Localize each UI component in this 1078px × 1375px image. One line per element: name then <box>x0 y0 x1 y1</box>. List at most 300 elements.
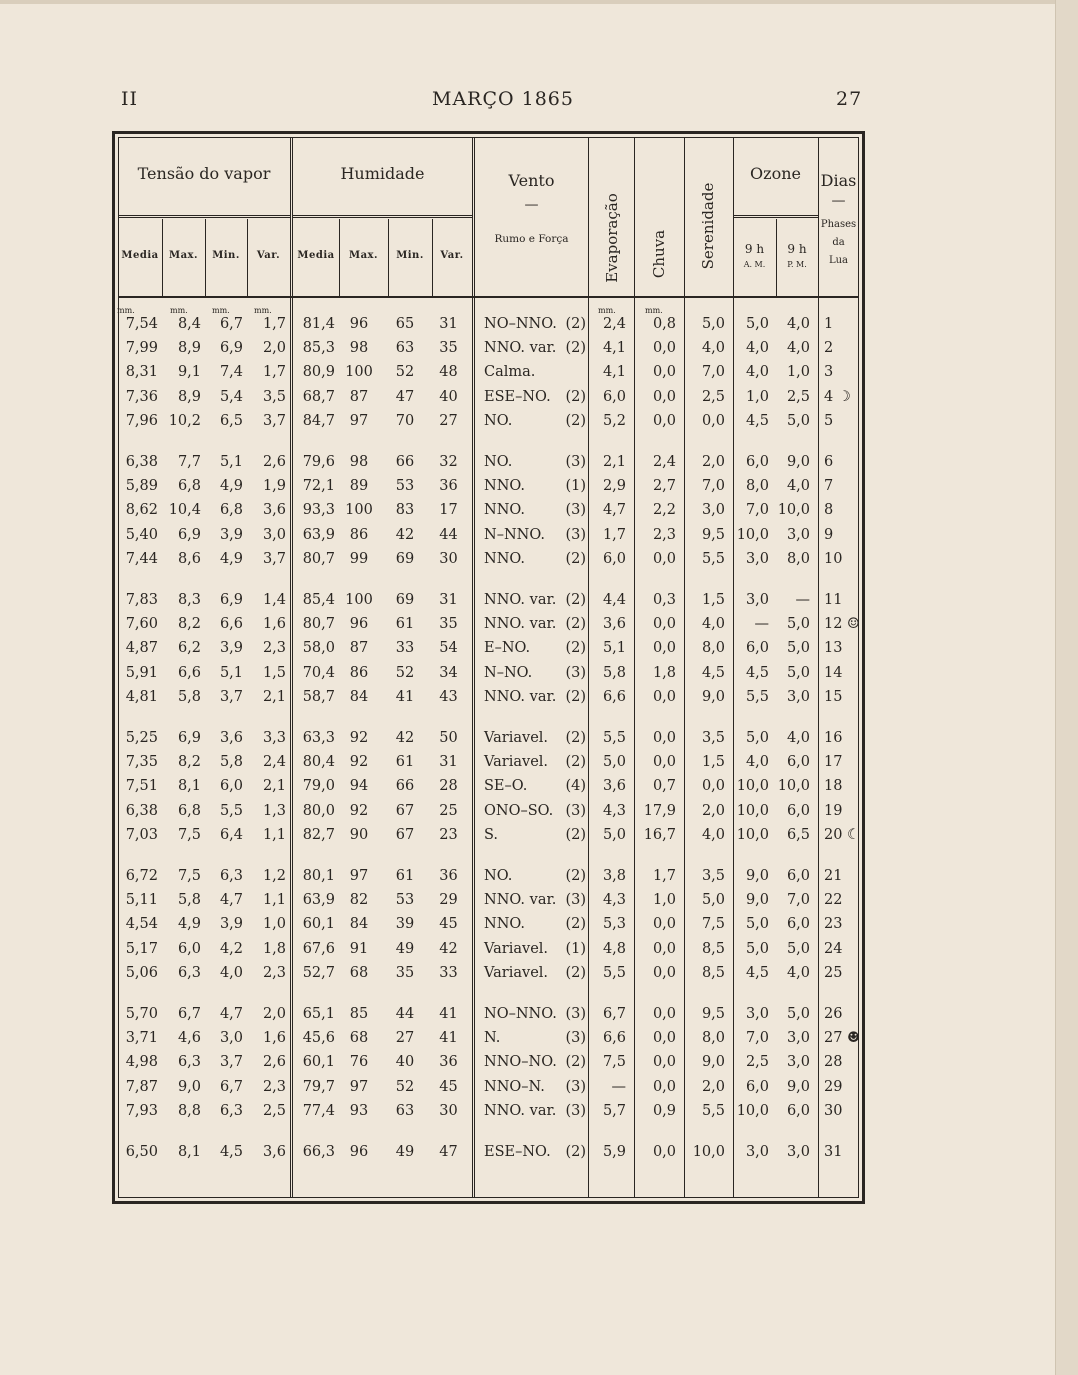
cell-dia: 6 <box>824 454 834 470</box>
cell-h-media: 80,4 <box>302 754 335 771</box>
cell-evaporacao: 6,0 <box>602 388 626 405</box>
cell-h-max: 86 <box>349 664 369 681</box>
cell-t-var: 2,3 <box>262 964 286 981</box>
cell-h-media: 85,3 <box>302 340 335 357</box>
rule-tensao <box>118 215 290 218</box>
cell-ozone-pm: 8,0 <box>786 550 810 567</box>
cell-serenidade: 8,0 <box>701 1030 725 1047</box>
cell-vento-rumo: NO. <box>484 412 513 429</box>
cell-dia: 26 <box>824 1006 843 1022</box>
cell-ozone-pm: 5,0 <box>786 640 810 657</box>
cell-h-var: 30 <box>439 1102 458 1119</box>
cell-vento-rumo: NO. <box>484 868 513 884</box>
cell-h-max: 76 <box>349 1054 369 1071</box>
rule-header-bottom <box>118 296 859 298</box>
cell-evaporacao: 6,6 <box>602 688 626 705</box>
cell-t-media: 8,62 <box>125 502 158 519</box>
cell-h-min: 42 <box>395 730 415 746</box>
cell-t-max: 6,8 <box>177 478 201 495</box>
cell-t-max: 5,8 <box>177 892 201 909</box>
cell-h-media: 80,0 <box>302 802 335 819</box>
cell-chuva: 0,0 <box>652 964 676 981</box>
cell-t-var: 3,6 <box>262 502 286 519</box>
cell-h-var: 23 <box>439 826 458 843</box>
cell-t-media: 7,60 <box>125 616 158 633</box>
cell-dia: 20 ☾ <box>824 826 861 843</box>
cell-vento-forca: (2) <box>565 640 586 657</box>
cell-vento-forca: (2) <box>565 316 586 332</box>
cell-t-var: 1,3 <box>262 802 286 819</box>
sub-oz-pm-hour: 9 h <box>787 242 807 256</box>
cell-vento-rumo: N–NNO. <box>484 526 545 543</box>
cell-serenidade: 3,5 <box>701 730 725 746</box>
sub-h-media: Media <box>297 250 335 261</box>
cell-t-var: 3,6 <box>262 1144 286 1160</box>
cell-vento-forca: (3) <box>565 1006 586 1022</box>
cell-t-min: 6,8 <box>219 502 243 519</box>
cell-h-min: 66 <box>395 454 415 470</box>
cell-chuva: 2,4 <box>652 454 676 470</box>
cell-h-media: 79,6 <box>302 454 335 470</box>
cell-t-min: 6,4 <box>219 826 243 843</box>
cell-vento-rumo: NO–NNO. <box>484 316 557 332</box>
cell-chuva: 2,2 <box>652 502 676 519</box>
cell-ozone-am: 6,0 <box>745 640 769 657</box>
sub-h-min: Min. <box>396 250 424 261</box>
cell-t-min: 3,9 <box>219 526 243 543</box>
cell-t-min: 4,2 <box>219 940 243 957</box>
section-number: II <box>121 88 139 110</box>
cell-t-min: 6,7 <box>219 316 243 332</box>
cell-vento-forca: (2) <box>565 388 586 405</box>
cell-t-min: 5,8 <box>219 754 243 771</box>
cell-h-media: 80,7 <box>302 616 335 633</box>
dias-sub-lua: Lua <box>828 255 849 266</box>
cell-chuva: 0,0 <box>652 688 676 705</box>
dias-dash: — <box>831 193 846 209</box>
cell-h-min: 61 <box>395 616 415 633</box>
cell-h-media: 60,1 <box>302 1054 335 1071</box>
sub-h-var: Var. <box>440 250 464 261</box>
cell-ozone-pm: 5,0 <box>786 1006 810 1022</box>
vento-dash: — <box>524 197 539 213</box>
cell-ozone-pm: 9,0 <box>786 454 810 470</box>
cell-t-media: 5,25 <box>125 730 158 746</box>
group-dias: Dias <box>820 171 857 190</box>
cell-vento-rumo: NO. <box>484 454 513 470</box>
cell-chuva: 0,0 <box>652 340 676 357</box>
cell-serenidade: 0,0 <box>701 412 725 429</box>
cell-t-var: 1,7 <box>262 364 286 381</box>
cell-h-max: 98 <box>349 340 369 357</box>
cell-t-min: 5,1 <box>219 454 243 470</box>
cell-t-var: 2,6 <box>262 454 286 470</box>
cell-h-min: 69 <box>395 592 415 608</box>
cell-t-min: 3,7 <box>219 688 243 705</box>
cell-dia: 18 <box>824 778 843 795</box>
cell-evaporacao: 4,8 <box>602 940 626 957</box>
cell-evaporacao: 2,9 <box>602 478 626 495</box>
cell-serenidade: 4,0 <box>701 616 725 633</box>
cell-t-min: 6,6 <box>219 616 243 633</box>
cell-h-var: 17 <box>439 502 458 519</box>
cell-t-media: 5,40 <box>125 526 158 543</box>
cell-h-max: 87 <box>349 388 369 405</box>
cell-h-min: 83 <box>395 502 415 519</box>
cell-dia: 19 <box>824 802 843 819</box>
cell-t-max: 6,6 <box>177 664 201 681</box>
cell-ozone-am: 10,0 <box>736 1102 769 1119</box>
cell-t-media: 7,44 <box>125 550 158 567</box>
cell-h-max: 97 <box>349 868 369 884</box>
cell-serenidade: 0,0 <box>701 778 725 795</box>
cell-h-max: 96 <box>349 1144 369 1160</box>
cell-h-min: 47 <box>395 388 415 405</box>
unit-mm: mm. <box>212 306 230 315</box>
cell-evaporacao: 5,2 <box>602 412 626 429</box>
cell-h-media: 82,7 <box>302 826 335 843</box>
cell-chuva: 0,9 <box>652 1102 676 1119</box>
cell-h-media: 80,7 <box>302 550 335 567</box>
cell-dia: 30 <box>824 1102 843 1119</box>
cell-h-min: 42 <box>395 526 415 543</box>
cell-chuva: 0,0 <box>652 940 676 957</box>
cell-t-max: 6,3 <box>177 964 201 981</box>
cell-h-media: 79,0 <box>302 778 335 795</box>
cell-ozone-pm: 1,0 <box>786 364 810 381</box>
cell-t-min: 5,5 <box>219 802 243 819</box>
cell-ozone-am: 5,0 <box>745 730 769 746</box>
cell-serenidade: 8,0 <box>701 640 725 657</box>
cell-vento-rumo: NNO. var. <box>484 688 557 705</box>
cell-t-max: 8,4 <box>177 316 201 332</box>
cell-chuva: 0,7 <box>652 778 676 795</box>
cell-vento-forca: (2) <box>565 412 586 429</box>
cell-ozone-am: 10,0 <box>736 526 769 543</box>
cell-chuva: 0,0 <box>652 1006 676 1022</box>
cell-evaporacao: 2,4 <box>602 316 626 332</box>
cell-ozone-pm: 6,0 <box>786 754 810 771</box>
page-top-edge <box>0 0 1078 4</box>
group-tensao: Tensão do vapor <box>137 164 271 183</box>
cell-dia: 29 <box>824 1078 843 1095</box>
cell-h-min: 63 <box>395 1102 415 1119</box>
cell-serenidade: 3,5 <box>701 868 725 884</box>
cell-ozone-am: 9,0 <box>745 892 769 909</box>
cell-h-max: 94 <box>349 778 369 795</box>
sub-t-max: Max. <box>169 250 198 261</box>
cell-evaporacao: 4,3 <box>602 892 626 909</box>
cell-ozone-pm: 5,0 <box>786 664 810 681</box>
cell-evaporacao: 5,0 <box>602 754 626 771</box>
vento-sub: Rumo e Força <box>494 233 569 245</box>
cell-evaporacao: 3,6 <box>602 778 626 795</box>
cell-t-max: 6,2 <box>177 640 201 657</box>
cell-chuva: 1,7 <box>652 868 676 884</box>
unit-mm: mm. <box>254 306 272 315</box>
cell-chuva: 0,0 <box>652 616 676 633</box>
cell-t-var: 2,3 <box>262 1078 286 1095</box>
cell-h-media: 80,9 <box>302 364 335 381</box>
cell-t-media: 7,99 <box>125 340 158 357</box>
cell-h-min: 33 <box>395 640 415 657</box>
cell-serenidade: 3,0 <box>701 502 725 519</box>
cell-h-var: 48 <box>439 364 458 381</box>
cell-t-media: 7,36 <box>125 388 158 405</box>
cell-t-var: 1,2 <box>262 868 286 884</box>
cell-vento-forca: (2) <box>565 550 586 567</box>
cell-evaporacao: 1,7 <box>602 526 626 543</box>
cell-h-var: 32 <box>439 454 458 470</box>
cell-h-max: 100 <box>345 502 373 519</box>
cell-vento-forca: (2) <box>565 964 586 981</box>
cell-dia: 31 <box>824 1144 843 1160</box>
cell-chuva: 0,0 <box>652 364 676 381</box>
cell-chuva: 17,9 <box>643 802 676 819</box>
cell-ozone-am: 7,0 <box>745 1030 769 1047</box>
cell-h-max: 68 <box>349 964 369 981</box>
cell-ozone-pm: 6,0 <box>786 802 810 819</box>
cell-h-min: 70 <box>395 412 415 429</box>
cell-chuva: 16,7 <box>643 826 676 843</box>
cell-h-min: 41 <box>395 688 415 705</box>
cell-vento-rumo: ONO–SO. <box>484 802 554 819</box>
cell-h-var: 35 <box>439 340 458 357</box>
cell-ozone-am: 4,5 <box>745 964 769 981</box>
cell-vento-rumo: NNO–N. <box>484 1078 545 1095</box>
cell-t-max: 4,6 <box>177 1030 201 1047</box>
group-serenidade: Serenidade <box>699 182 717 270</box>
cell-h-media: 79,7 <box>302 1078 335 1095</box>
cell-h-var: 34 <box>439 664 458 681</box>
cell-h-min: 65 <box>395 316 415 332</box>
cell-vento-rumo: Variavel. <box>484 730 549 746</box>
cell-h-max: 85 <box>349 1006 369 1022</box>
cell-chuva: 0,0 <box>652 550 676 567</box>
cell-serenidade: 2,0 <box>701 802 725 819</box>
cell-h-var: 45 <box>439 1078 458 1095</box>
cell-vento-rumo: Variavel. <box>484 754 549 771</box>
cell-dia: 4 ☽ <box>824 388 851 405</box>
cell-t-var: 2,3 <box>262 640 286 657</box>
cell-t-min: 4,9 <box>219 478 243 495</box>
cell-dia: 3 <box>824 364 834 381</box>
cell-dia: 11 <box>824 592 843 608</box>
cell-ozone-pm: 5,0 <box>786 412 810 429</box>
cell-serenidade: 9,5 <box>701 1006 725 1022</box>
cell-h-min: 53 <box>395 478 415 495</box>
cell-t-media: 7,03 <box>125 826 158 843</box>
cell-dia: 21 <box>824 868 843 884</box>
cell-t-max: 7,5 <box>177 826 201 843</box>
cell-t-max: 10,2 <box>168 412 201 429</box>
cell-h-var: 41 <box>439 1006 458 1022</box>
cell-t-var: 2,5 <box>262 1102 286 1119</box>
cell-serenidade: 9,0 <box>701 1054 725 1071</box>
cell-ozone-am: 3,0 <box>745 592 769 608</box>
cell-dia: 23 <box>824 916 843 933</box>
cell-t-media: 6,72 <box>125 868 158 884</box>
cell-h-media: 60,1 <box>302 916 335 933</box>
cell-dia: 16 <box>824 730 843 746</box>
cell-evaporacao: 4,4 <box>602 592 626 608</box>
cell-h-min: 52 <box>395 364 415 381</box>
cell-h-var: 35 <box>439 616 458 633</box>
cell-h-min: 49 <box>395 1144 415 1160</box>
meteorological-table <box>112 131 865 1204</box>
sub-t-var: Var. <box>256 250 281 261</box>
cell-t-media: 7,51 <box>125 778 158 795</box>
cell-dia: 9 <box>824 526 834 543</box>
cell-h-max: 87 <box>349 640 369 657</box>
group-chuva: Chuva <box>650 229 668 279</box>
cell-t-max: 9,1 <box>177 364 201 381</box>
cell-ozone-am: 7,0 <box>745 502 769 519</box>
cell-vento-forca: (2) <box>565 826 586 843</box>
cell-t-media: 5,06 <box>125 964 158 981</box>
cell-t-var: 1,9 <box>262 478 286 495</box>
cell-serenidade: 7,0 <box>701 478 725 495</box>
cell-t-max: 6,7 <box>177 1006 201 1022</box>
cell-vento-rumo: NNO. <box>484 502 526 519</box>
cell-h-max: 97 <box>349 412 369 429</box>
cell-h-min: 69 <box>395 550 415 567</box>
cell-ozone-pm: 6,0 <box>786 868 810 884</box>
cell-h-media: 63,9 <box>302 892 335 909</box>
group-humidade: Humidade <box>340 164 425 183</box>
cell-ozone-am: 8,0 <box>745 478 769 495</box>
cell-chuva: 0,0 <box>652 916 676 933</box>
cell-t-max: 6,8 <box>177 802 201 819</box>
unit-mm: mm. <box>645 306 663 315</box>
cell-t-var: 2,4 <box>262 754 286 771</box>
cell-vento-forca: (3) <box>565 1078 586 1095</box>
cell-t-var: 2,6 <box>262 1054 286 1071</box>
cell-h-max: 100 <box>345 364 373 381</box>
cell-vento-forca: (3) <box>565 1030 586 1047</box>
cell-t-max: 8,9 <box>177 388 201 405</box>
cell-h-min: 52 <box>395 664 415 681</box>
cell-evaporacao: 3,6 <box>602 616 626 633</box>
cell-t-media: 5,11 <box>125 892 158 909</box>
cell-evaporacao: 7,5 <box>602 1054 626 1071</box>
cell-h-max: 96 <box>349 616 369 633</box>
cell-h-min: 66 <box>395 778 415 795</box>
cell-chuva: 0,0 <box>652 730 676 746</box>
cell-t-min: 6,3 <box>219 868 243 884</box>
cell-h-media: 81,4 <box>302 316 335 332</box>
cell-dia: 14 <box>824 664 843 681</box>
cell-h-max: 96 <box>349 316 369 332</box>
page-right-edge <box>1055 0 1078 1375</box>
cell-ozone-pm: 2,5 <box>786 388 810 405</box>
cell-vento-forca: (3) <box>565 892 586 909</box>
cell-t-max: 7,7 <box>177 454 201 470</box>
cell-vento-forca: (4) <box>565 778 586 795</box>
cell-ozone-am: 4,5 <box>745 412 769 429</box>
cell-vento-rumo: Calma. <box>484 364 536 381</box>
cell-h-min: 39 <box>395 916 415 933</box>
cell-t-max: 8,3 <box>177 592 201 608</box>
cell-dia: 7 <box>824 478 834 495</box>
cell-h-max: 92 <box>349 802 369 819</box>
cell-t-var: 2,0 <box>262 340 286 357</box>
cell-h-var: 44 <box>439 526 458 543</box>
cell-ozone-am: 5,0 <box>745 316 769 332</box>
cell-t-min: 3,7 <box>219 1054 243 1071</box>
cell-vento-rumo: Variavel. <box>484 940 549 957</box>
cell-serenidade: 8,5 <box>701 940 725 957</box>
cell-h-var: 54 <box>439 640 458 657</box>
group-evaporacao: Evaporação <box>603 193 621 283</box>
group-vento: Vento <box>508 171 555 190</box>
cell-t-max: 8,1 <box>177 778 201 795</box>
cell-h-media: 80,1 <box>302 868 335 884</box>
cell-t-media: 7,87 <box>125 1078 158 1095</box>
cell-ozone-am: 2,5 <box>745 1054 769 1071</box>
cell-h-min: 49 <box>395 940 415 957</box>
cell-ozone-am: 1,0 <box>745 388 769 405</box>
cell-vento-forca: (3) <box>565 802 586 819</box>
cell-t-min: 4,7 <box>219 1006 243 1022</box>
cell-chuva: 0,0 <box>652 1054 676 1071</box>
cell-t-max: 7,5 <box>177 868 201 884</box>
cell-h-max: 97 <box>349 1078 369 1095</box>
cell-h-media: 72,1 <box>302 478 335 495</box>
cell-h-var: 41 <box>439 1030 458 1047</box>
cell-h-media: 77,4 <box>302 1102 335 1119</box>
cell-vento-forca: (3) <box>565 1102 586 1119</box>
cell-ozone-pm: 6,0 <box>786 1102 810 1119</box>
cell-ozone-pm: 3,0 <box>786 526 810 543</box>
cell-h-media: 84,7 <box>302 412 335 429</box>
cell-h-max: 86 <box>349 526 369 543</box>
cell-dia: 27 ☻ <box>824 1030 861 1047</box>
cell-h-media: 93,3 <box>302 502 335 519</box>
cell-evaporacao: 5,5 <box>602 730 626 746</box>
cell-h-media: 68,7 <box>302 388 335 405</box>
cell-vento-rumo: NNO. var. <box>484 616 557 633</box>
cell-t-media: 7,96 <box>125 412 158 429</box>
cell-ozone-am: 5,0 <box>745 916 769 933</box>
cell-ozone-pm: 5,0 <box>786 940 810 957</box>
cell-vento-forca: (2) <box>565 688 586 705</box>
cell-evaporacao: 5,7 <box>602 1102 626 1119</box>
cell-h-min: 44 <box>395 1006 415 1022</box>
cell-h-min: 67 <box>395 826 415 843</box>
cell-ozone-pm: — <box>795 592 810 608</box>
cell-evaporacao: 4,7 <box>602 502 626 519</box>
cell-ozone-pm: 4,0 <box>786 478 810 495</box>
cell-t-media: 7,83 <box>125 592 158 608</box>
sub-oz-am: A. M. <box>743 260 766 269</box>
cell-t-min: 6,7 <box>219 1078 243 1095</box>
sub-t-min: Min. <box>212 250 240 261</box>
cell-serenidade: 8,5 <box>701 964 725 981</box>
cell-h-var: 36 <box>439 868 458 884</box>
cell-t-max: 8,6 <box>177 550 201 567</box>
cell-vento-forca: (1) <box>565 940 586 957</box>
cell-dia: 22 <box>824 892 843 909</box>
cell-h-var: 50 <box>439 730 458 746</box>
cell-evaporacao: 6,6 <box>602 1030 626 1047</box>
cell-t-min: 3,9 <box>219 640 243 657</box>
cell-t-media: 5,17 <box>125 940 158 957</box>
cell-h-var: 31 <box>439 592 458 608</box>
cell-h-var: 30 <box>439 550 458 567</box>
cell-t-media: 8,31 <box>125 364 158 381</box>
cell-t-media: 7,93 <box>125 1102 158 1119</box>
